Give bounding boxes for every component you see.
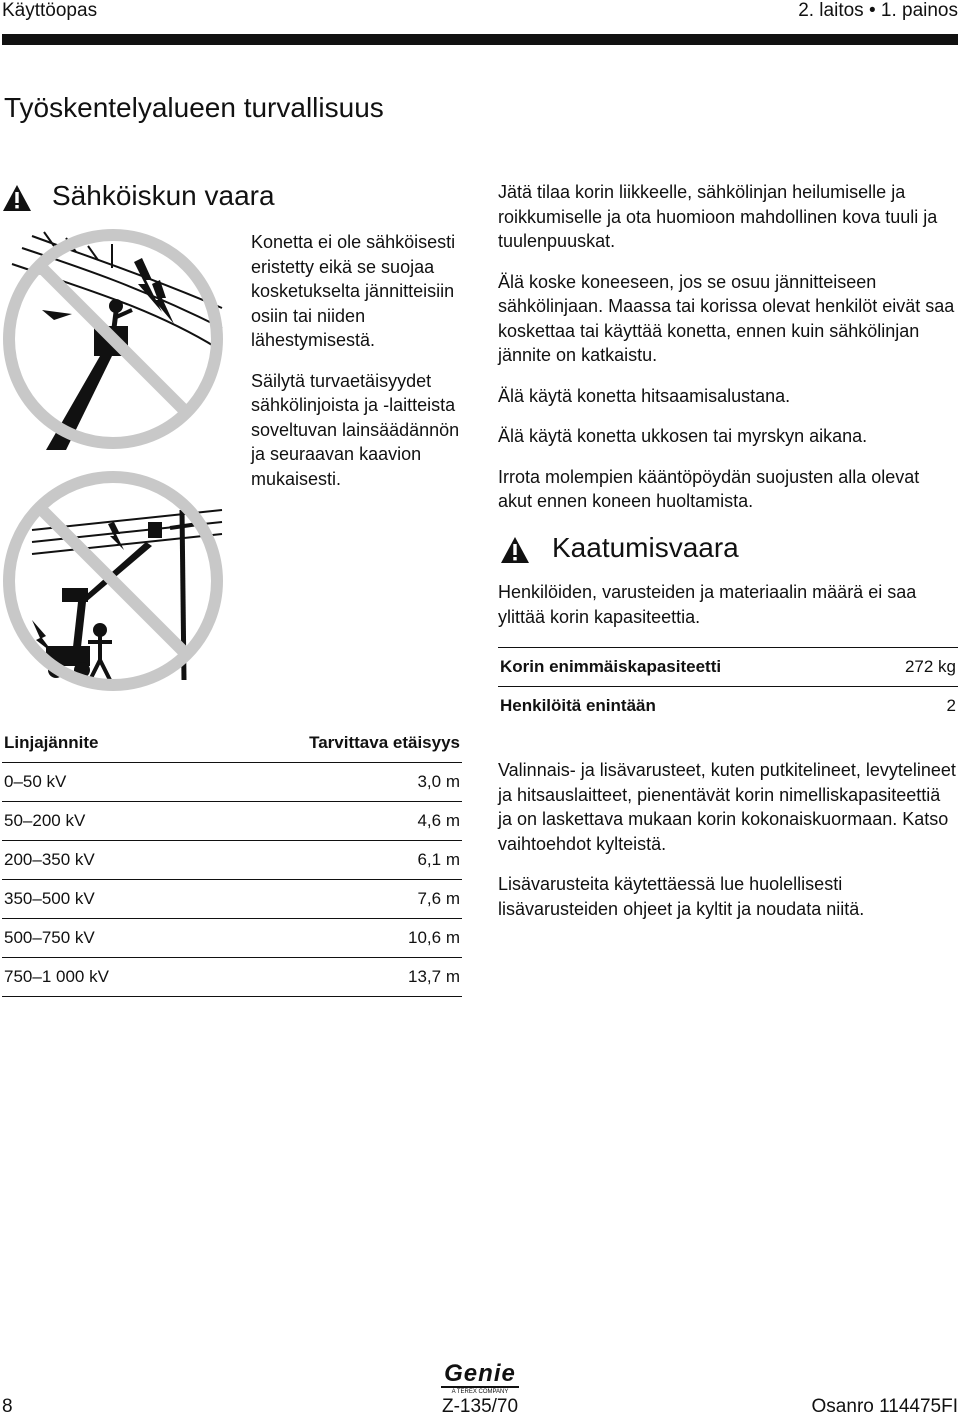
tipover-text bbox=[498, 758, 956, 937]
distance-cell: 10,6 m bbox=[192, 919, 462, 958]
electrocution-text bbox=[251, 230, 473, 507]
header-rule bbox=[2, 34, 958, 45]
voltage-cell: 750–1 000 kV bbox=[2, 958, 192, 997]
header-right: 2. laitos • 1. painos bbox=[798, 0, 958, 21]
tipover-note: Valinnais- ja lisävarusteet, kuten putkitelineet, levytelineet ja hitsauslaitteet, pienentävät korin nimelliskapasiteettiä ja on laskettava mukaan korin kokonaiskuormaan. Katso vaihtoehdot kylteistä. bbox=[498, 760, 956, 854]
table-row bbox=[2, 841, 462, 880]
voltage-cell: 0–50 kV bbox=[2, 763, 192, 802]
logo-text: Genie bbox=[444, 1360, 516, 1387]
genie-logo bbox=[441, 1362, 519, 1396]
voltage-cell: 50–200 kV bbox=[2, 802, 192, 841]
electrocution-para-1: Konetta ei ole sähköisesti eristetty eikä se suojaa kosketukselta jännitteisiin osiin tai niiden lähestymisestä. bbox=[251, 232, 456, 350]
right-para: Älä käytä konetta hitsaamisalustana. bbox=[498, 385, 791, 406]
warning-icon bbox=[500, 536, 530, 564]
right-para: Irrota molempien kääntöpöydän suojusten alla olevat akut ennen koneen huoltamista. bbox=[498, 466, 920, 511]
voltage-distance-table bbox=[2, 724, 462, 997]
column-header: Tarvittava etäisyys bbox=[192, 724, 462, 763]
right-column-text bbox=[498, 180, 956, 530]
table-row bbox=[2, 919, 462, 958]
header-left: Käyttöopas bbox=[2, 0, 98, 21]
tipover-para: Henkilöiden, varusteiden ja materiaalin määrä ei saa ylittää korin kapasiteettia. bbox=[498, 582, 917, 627]
model-number: Z-135/70 bbox=[442, 1396, 519, 1417]
distance-cell: 3,0 m bbox=[192, 763, 462, 802]
right-para: Jätä tilaa korin liikkeelle, sähkölinjan heilumiselle ja roikkumiselle ja ota huomioon mahdollinen kova tuuli ja tuulenpuuskat. bbox=[498, 182, 938, 251]
tipover-note: Lisävarusteita käytettäessä lue huolellisesti lisävarusteiden ohjeet ja kyltit ja noudata niitä. bbox=[498, 874, 865, 919]
column-header: Linjajännite bbox=[2, 724, 192, 763]
distance-cell: 4,6 m bbox=[192, 802, 462, 841]
table-header-row bbox=[2, 724, 462, 763]
table-row bbox=[2, 763, 462, 802]
table-row bbox=[2, 958, 462, 997]
warning-icon bbox=[2, 184, 32, 212]
table-row bbox=[2, 880, 462, 919]
distance-cell: 7,6 m bbox=[192, 880, 462, 919]
capacity-table bbox=[498, 647, 958, 725]
voltage-cell: 500–750 kV bbox=[2, 919, 192, 958]
voltage-cell: 200–350 kV bbox=[2, 841, 192, 880]
table-row bbox=[2, 802, 462, 841]
tipover-title: Kaatumisvaara bbox=[552, 532, 739, 563]
page-number: 8 bbox=[2, 1396, 13, 1417]
distance-cell: 6,1 m bbox=[192, 841, 462, 880]
right-para: Älä käytä konetta ukkosen tai myrskyn aikana. bbox=[498, 426, 868, 446]
part-number: Osanro 114475FI bbox=[811, 1396, 958, 1417]
boom-lift-contact-illustration bbox=[2, 470, 224, 692]
table-row bbox=[498, 687, 958, 726]
electrocution-title: Sähköiskun vaara bbox=[52, 180, 275, 211]
power-line-bucket-illustration bbox=[2, 228, 224, 450]
distance-cell: 13,7 m bbox=[192, 958, 462, 997]
page-title: Työskentelyalueen turvallisuus bbox=[4, 92, 384, 123]
right-para: Älä koske koneeseen, jos se osuu jännitteiseen sähkölinjaan. Maassa tai korissa olevat henkilöt eivät saa koskettaa tai käyttää konetta, ennen kuin sähkölinjan jännite on katkaistu. bbox=[498, 271, 955, 365]
occupants-label: Henkilöitä enintään bbox=[498, 687, 868, 726]
table-row bbox=[498, 648, 958, 687]
electrocution-para-2: Säilytä turvaetäisyydet sähkölinjoista ja -laitteista soveltuvan lainsäädännön ja seuraavan kaavion mukaisesti. bbox=[251, 370, 460, 489]
capacity-value: 272 kg bbox=[868, 648, 958, 687]
voltage-cell: 350–500 kV bbox=[2, 880, 192, 919]
capacity-label: Korin enimmäiskapasiteetti bbox=[498, 648, 868, 687]
occupants-value: 2 bbox=[868, 687, 958, 726]
logo-subtext: A TEREX COMPANY bbox=[441, 1386, 519, 1396]
